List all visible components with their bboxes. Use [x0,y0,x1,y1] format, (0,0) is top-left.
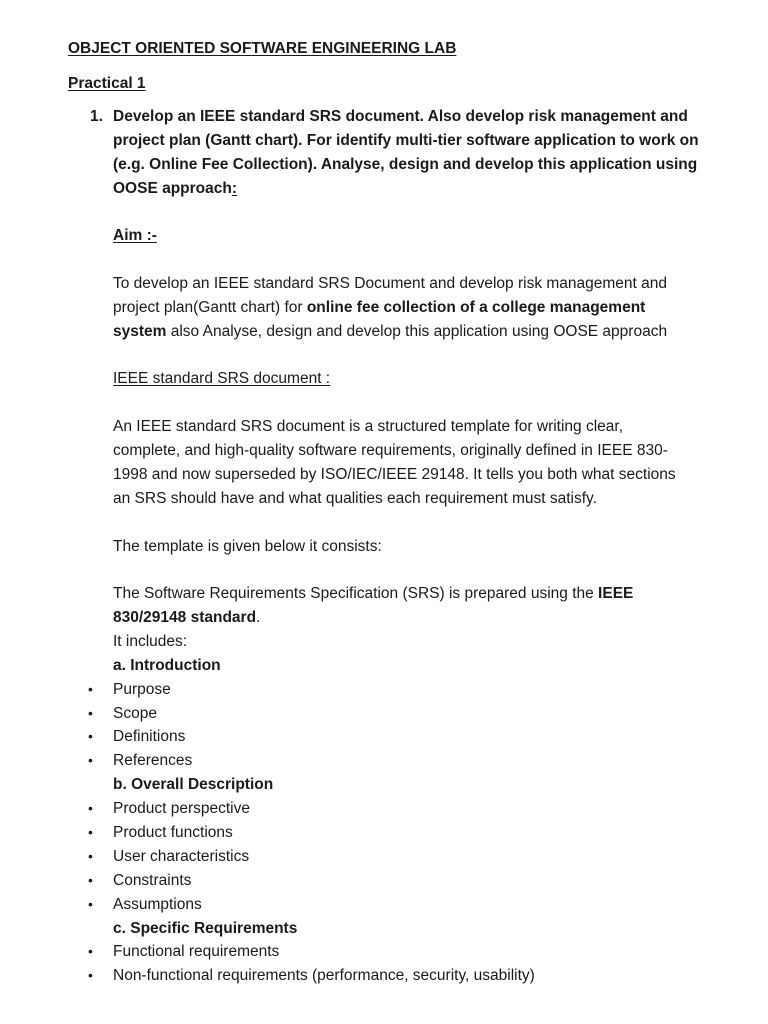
bullet: • [88,705,93,721]
srs-heading: IEEE standard SRS document : [113,370,331,387]
question-colon: : [231,179,238,197]
bullet: • [88,872,93,888]
list-item: Purpose [113,681,171,698]
list-item: Product functions [113,824,233,841]
srs-description: An IEEE standard SRS document is a structured template for writing clear, complete, and high-quality software requirements, originally defined in IEEE 830-1998 and now superseded by ISO/IEC/IEEE 29148. It tells you both what sections an SRS should have and what qualities each requirement must satisfy. [113,418,676,507]
practical-heading: Practical 1 [68,75,146,92]
intro-heading: a. Introduction [113,657,221,674]
bullet: • [88,824,93,840]
list-item: Assumptions [113,896,202,913]
project-name: online fee collection of a college management system [113,298,646,340]
bullet: • [88,800,93,816]
bullet: • [88,728,93,744]
list-item: Definitions [113,728,186,745]
page-title: OBJECT ORIENTED SOFTWARE ENGINEERING LAB [68,40,457,57]
srs-prepared-paragraph: The Software Requirements Specification (SRS) is prepared using the IEEE 830/29148 standard. [113,585,634,626]
includes-line: It includes: [113,633,188,650]
list-item: User characteristics [113,848,250,865]
bullet: • [88,752,93,768]
aim-paragraph: To develop an IEEE standard SRS Document and develop risk management and project plan(Gantt chart) for online fee collection of a college management system also Analyse, design and develop this application using OOSE approach [113,275,668,340]
bullet: • [88,896,93,912]
question-main: Develop an IEEE standard SRS document. Also develop risk management and project plan (Gantt chart). For identify multi-tier software application to work on (e.g. Online Fee Collection). Analyse, design and develop this application using OOSE approach [113,108,699,197]
overall-heading: b. Overall Description [113,776,274,793]
list-item: Non-functional requirements (performance, security, usability) [113,967,535,984]
list-item: Scope [113,705,157,722]
aim-heading: Aim :- [113,227,157,244]
list-item: Product perspective [113,800,250,817]
list-item: Functional requirements [113,943,280,960]
bullet: • [88,967,93,983]
question-number: 1. [90,108,103,125]
specific-heading: c. Specific Requirements [113,920,298,937]
bullet: • [88,943,93,959]
list-item: References [113,752,193,769]
bullet: • [88,848,93,864]
standard-name: IEEE 830/29148 standard [113,585,634,626]
question-text [113,105,718,201]
template-line: The template is given below it consists: [113,538,382,555]
list-item: Constraints [113,872,192,889]
bullet: • [88,681,93,697]
